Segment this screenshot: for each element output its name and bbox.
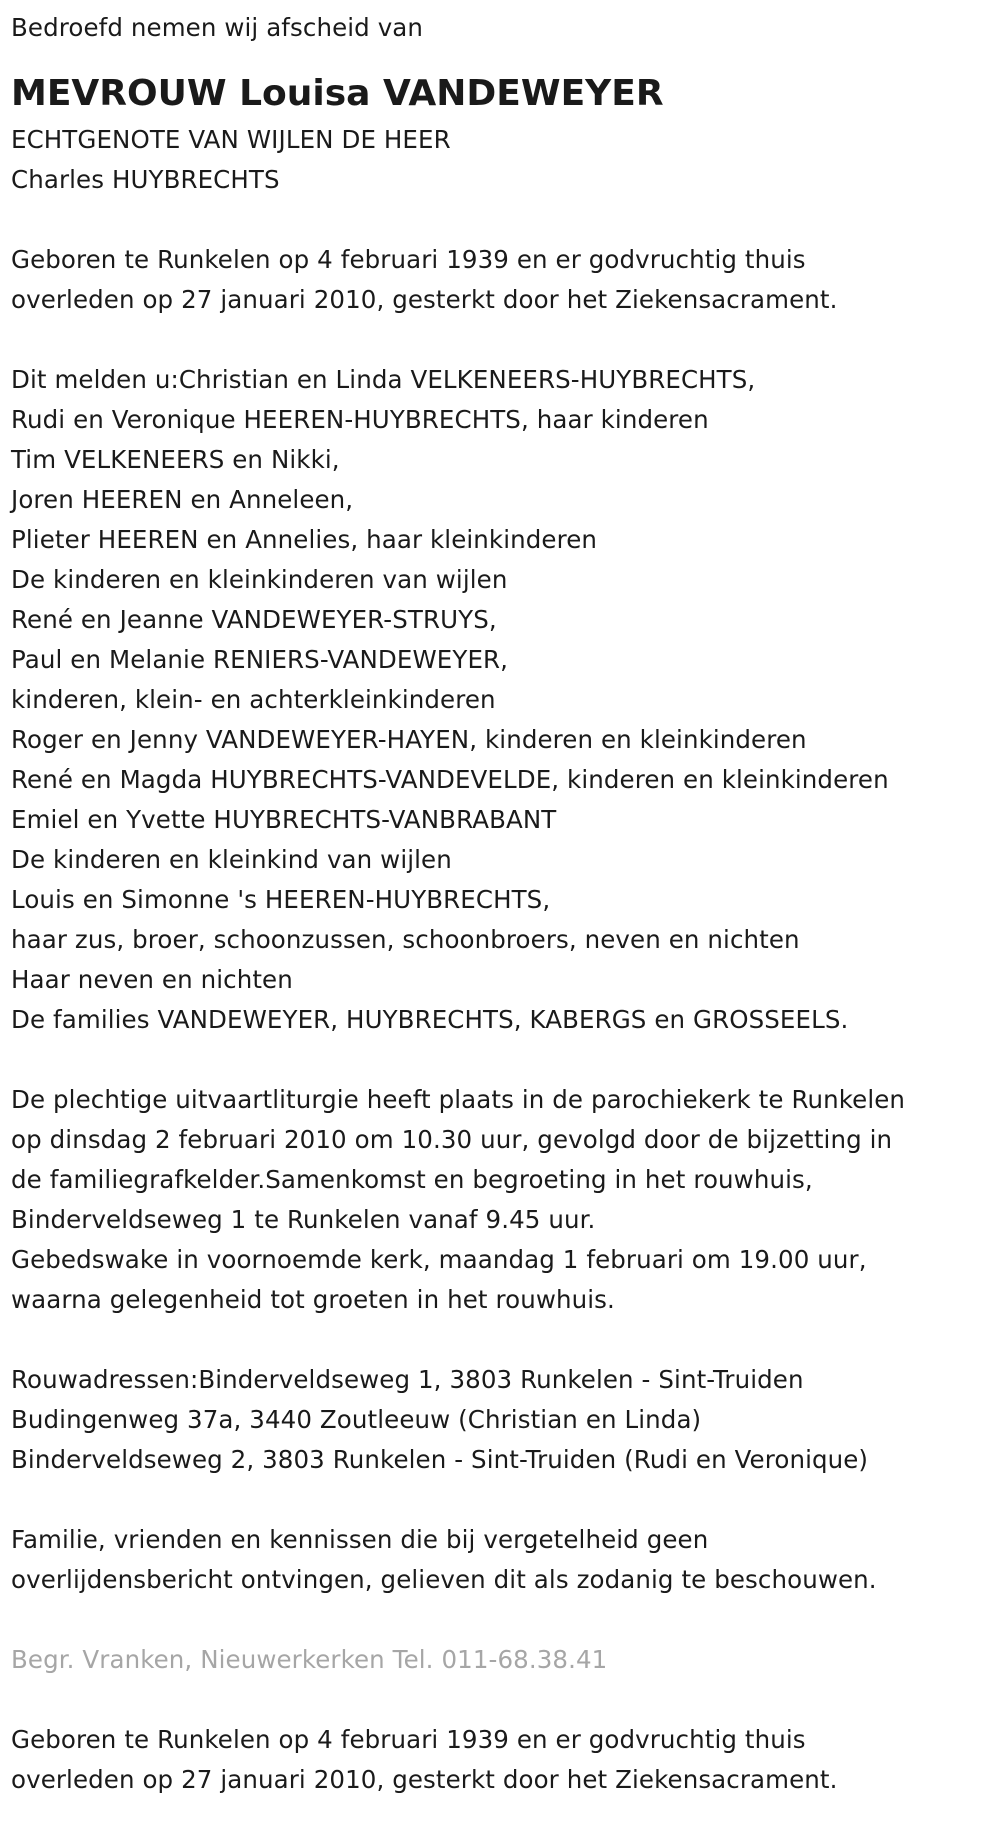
address-line: Budingenweg 37a, 3440 Zoutleeuw (Christian en Linda) (11, 1405, 702, 1434)
intro-text: Bedroefd nemen wij afscheid van (11, 13, 424, 42)
ceremony-line: Gebedswake in voornoemde kerk, maandag 1 februari om 19.00 uur, (11, 1245, 867, 1274)
notice-line: Familie, vrienden en kennissen die bij vergetelheid geen (11, 1525, 709, 1554)
family-line: Dit melden u:Christian en Linda VELKENEERS-HUYBRECHTS, (11, 365, 756, 394)
ceremony-paragraph (11, 1080, 1000, 1320)
family-line: De families VANDEWEYER, HUYBRECHTS, KABERGS en GROSSEELS. (11, 1005, 849, 1034)
family-line: Paul en Melanie RENIERS-VANDEWEYER, (11, 645, 509, 674)
birth-death-repeat-line: Geboren te Runkelen op 4 februari 1939 en er godvruchtig thuis (11, 1725, 806, 1754)
funeral-home-line: Begr. Vranken, Nieuwerkerken Tel. 011-68.38.41 (11, 1645, 608, 1674)
family-line: kinderen, klein- en achterkleinkinderen (11, 685, 496, 714)
birth-death-repeat-line: overleden op 27 januari 2010, gesterkt door het Ziekensacrament. (11, 1765, 838, 1794)
address-line: Rouwadressen:Binderveldseweg 1, 3803 Runkelen - Sint-Truiden (11, 1365, 804, 1394)
family-line: René en Jeanne VANDEWEYER-STRUYS, (11, 605, 497, 634)
family-line: Emiel en Yvette HUYBRECHTS-VANBRABANT (11, 805, 557, 834)
family-line: René en Magda HUYBRECHTS-VANDEVELDE, kinderen en kleinkinderen (11, 765, 889, 794)
birth-death-line: overleden op 27 januari 2010, gesterkt door het Ziekensacrament. (11, 285, 838, 314)
birth-death-repeat-paragraph (11, 1720, 1000, 1800)
notice-paragraph (11, 1520, 1000, 1600)
ceremony-line: waarna gelegenheid tot groeten in het rouwhuis. (11, 1285, 615, 1314)
addresses-paragraph (11, 1360, 1000, 1480)
spouse-line: ECHTGENOTE VAN WIJLEN DE HEER (11, 125, 451, 154)
deceased-header (11, 70, 1000, 200)
family-line: Roger en Jenny VANDEWEYER-HAYEN, kinderen en kleinkinderen (11, 725, 807, 754)
deceased-name: MEVROUW Louisa VANDEWEYER (11, 73, 664, 114)
family-line: De kinderen en kleinkind van wijlen (11, 845, 452, 874)
family-line: Rudi en Veronique HEEREN-HUYBRECHTS, haar kinderen (11, 405, 709, 434)
family-line: haar zus, broer, schoonzussen, schoonbroers, neven en nichten (11, 925, 800, 954)
family-line: Joren HEEREN en Anneleen, (11, 485, 354, 514)
family-line: Louis en Simonne 's HEEREN-HUYBRECHTS, (11, 885, 551, 914)
ceremony-line: op dinsdag 2 februari 2010 om 10.30 uur, gevolgd door de bijzetting in (11, 1125, 893, 1154)
family-line: Tim VELKENEERS en Nikki, (11, 445, 340, 474)
funeral-home-info (11, 1640, 1000, 1680)
birth-death-paragraph (11, 240, 1000, 320)
family-line: Plieter HEEREN en Annelies, haar kleinkinderen (11, 525, 598, 554)
spouse-name: Charles HUYBRECHTS (11, 165, 280, 194)
ceremony-line: Binderveldseweg 1 te Runkelen vanaf 9.45 uur. (11, 1205, 596, 1234)
family-list (11, 360, 1000, 1040)
address-line: Binderveldseweg 2, 3803 Runkelen - Sint-Truiden (Rudi en Veronique) (11, 1445, 869, 1474)
ceremony-line: de familiegrafkelder.Samenkomst en begroeting in het rouwhuis, (11, 1165, 813, 1194)
birth-death-line: Geboren te Runkelen op 4 februari 1939 en er godvruchtig thuis (11, 245, 806, 274)
family-line: Haar neven en nichten (11, 965, 293, 994)
notice-line: overlijdensbericht ontvingen, gelieven dit als zodanig te beschouwen. (11, 1565, 877, 1594)
family-line: De kinderen en kleinkinderen van wijlen (11, 565, 508, 594)
ceremony-line: De plechtige uitvaartliturgie heeft plaats in de parochiekerk te Runkelen (11, 1085, 906, 1114)
